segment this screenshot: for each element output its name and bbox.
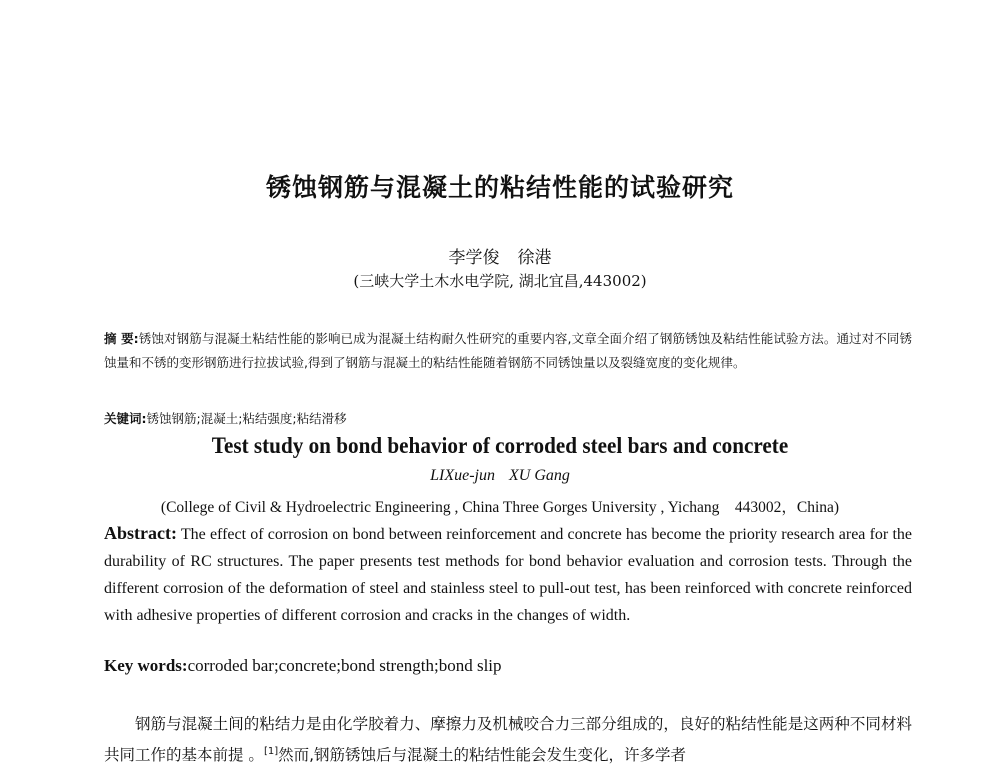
abstract-en-label: Abstract: — [104, 523, 177, 543]
paper-title-en: Test study on bond behavior of corroded steel bars and concrete — [211, 433, 789, 458]
keywords-cn — [104, 409, 347, 427]
authors-en — [0, 467, 1000, 485]
keywords-cn-text: 锈蚀钢筋;混凝土;粘结强度;粘结滑移 — [146, 411, 347, 426]
abstract-en — [104, 520, 912, 629]
abstract-cn-label: 摘 要: — [104, 331, 139, 346]
body-text-part2: 然而,钢筋锈蚀后与混凝土的粘结性能会发生变化，许多学者 — [278, 746, 687, 765]
author-cn-1: 李学俊 — [448, 248, 500, 268]
abstract-cn — [104, 327, 912, 375]
author-cn-2: 徐港 — [517, 248, 552, 268]
keywords-cn-label: 关键词: — [104, 411, 147, 426]
keywords-en-label: Key words: — [104, 656, 188, 675]
affiliation-cn: (三峡大学土木水电学院, 湖北宜昌,443002) — [353, 272, 647, 290]
authors-cn — [0, 243, 1000, 268]
abstract-en-text: The effect of corrosion on bond between reinforcement and concrete has become the priority research area for the durability of RC structures. The paper presents test methods for bond behavior evaluation and corrosion tests. Through the different corrosion of the deformation of steel and stainless steel to pull-out test, has been reinforced with concrete reinforced with adhesive properties of different corrosion and cracks in the changes of width. — [104, 526, 912, 624]
abstract-cn-text: 锈蚀对钢筋与混凝土粘结性能的影响已成为混凝土结构耐久性研究的重要内容,文章全面介绍了钢筋锈蚀及粘结性能试验方法。通过对不同锈蚀量和不锈的变形钢筋进行拉拔试验,得到了钢筋与混凝土的粘结性能随着钢筋不同锈蚀量以及裂缝宽度的变化规律。 — [104, 331, 912, 370]
body-paragraph-cn — [104, 711, 912, 769]
paper-title-cn: 锈蚀钢筋与混凝土的粘结性能的试验研究 — [265, 173, 734, 202]
body-text-part1: 钢筋与混凝土间的粘结力是由化学胶着力、摩擦力及机械咬合力三部分组成的，良好的粘结性能是这两种不同材料共同工作的基本前提 。 — [104, 715, 912, 765]
keywords-en — [104, 656, 502, 676]
author-en-2: XU Gang — [508, 467, 570, 484]
author-en-1: LIXue-jun — [430, 467, 495, 484]
citation-ref[interactable]: [1] — [263, 746, 279, 757]
keywords-en-text: corroded bar;concrete;bond strength;bond slip — [187, 656, 502, 675]
affiliation-en: (College of Civil & Hydroelectric Engineering , China Three Gorges University , Yichang 443002，China) — [160, 499, 840, 516]
